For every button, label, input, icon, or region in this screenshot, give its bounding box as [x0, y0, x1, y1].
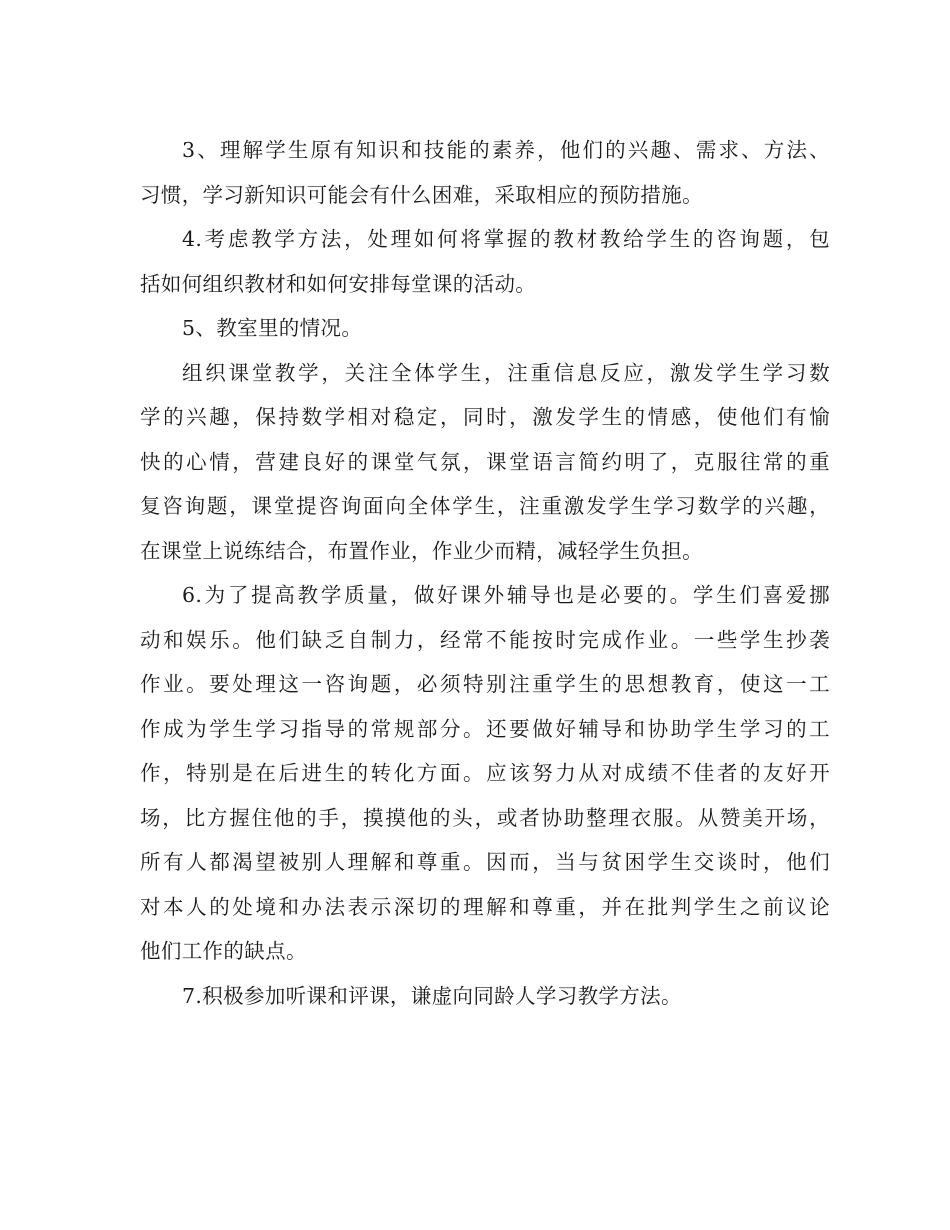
text-line: 学的兴趣，保持数学相对稳定，同时，激发学生的情感，使他们有愉: [140, 405, 830, 429]
text-line: 他们工作的缺点。: [140, 939, 307, 963]
paragraph-5: [140, 306, 830, 351]
paragraph-7: [140, 974, 830, 1019]
text-line: 快的心情，营建良好的课堂气氛，课堂语言简约明了，克服往常的重: [140, 449, 830, 474]
text-line: 6.为了提高教学质量，做好课外辅导也是必要的。学生们喜爱挪: [182, 583, 830, 607]
paragraph-classroom: [140, 351, 830, 574]
document-body: [140, 128, 830, 1018]
paragraph-3: [140, 128, 830, 217]
text-line: 7.积极参加听课和评课，谦虚向同龄人学习教学方法。: [182, 983, 682, 1008]
text-line: 动和娱乐。他们缺乏自制力，经常不能按时完成作业。一些学生抄袭: [140, 627, 830, 652]
text-line: 作成为学生学习指导的常规部分。还要做好辅导和协助学生学习的工: [140, 716, 830, 741]
text-line: 括如何组织教材和如何安排每堂课的活动。: [140, 271, 537, 296]
text-line: 场，比方握住他的手，摸摸他的头，或者协助整理衣服。从赞美开场，: [140, 805, 830, 830]
text-line: 对本人的处境和办法表示深切的理解和尊重，并在批判学生之前议论: [140, 894, 830, 919]
text-line: 复咨询题，课堂提咨询面向全体学生，注重激发学生学习数学的兴趣，: [140, 494, 830, 518]
text-line: 组织课堂教学，关注全体学生，注重信息反应，激发学生学习数: [182, 360, 830, 385]
text-line: 作业。要处理这一咨询题，必须特别注重学生的思想教育，使这一工: [140, 672, 830, 696]
text-line: 所有人都渴望被别人理解和尊重。因而，当与贫困学生交谈时，他们: [140, 850, 830, 874]
text-line: 在课堂上说练结合，布置作业，作业少而精，减轻学生负担。: [140, 538, 703, 563]
text-line: 4.考虑教学方法，处理如何将掌握的教材教给学生的咨询题，包: [182, 227, 830, 251]
text-line: 习惯，学习新知识可能会有什么困难，采取相应的预防措施。: [140, 182, 703, 207]
text-line: 3、理解学生原有知识和技能的素养，他们的兴趣、需求、方法、: [182, 138, 830, 162]
text-line: 作，特别是在后进生的转化方面。应该努力从对成绩不佳者的友好开: [140, 761, 830, 785]
paragraph-4: [140, 217, 830, 306]
text-line: 5、教室里的情况。: [182, 316, 363, 340]
paragraph-6: [140, 573, 830, 974]
